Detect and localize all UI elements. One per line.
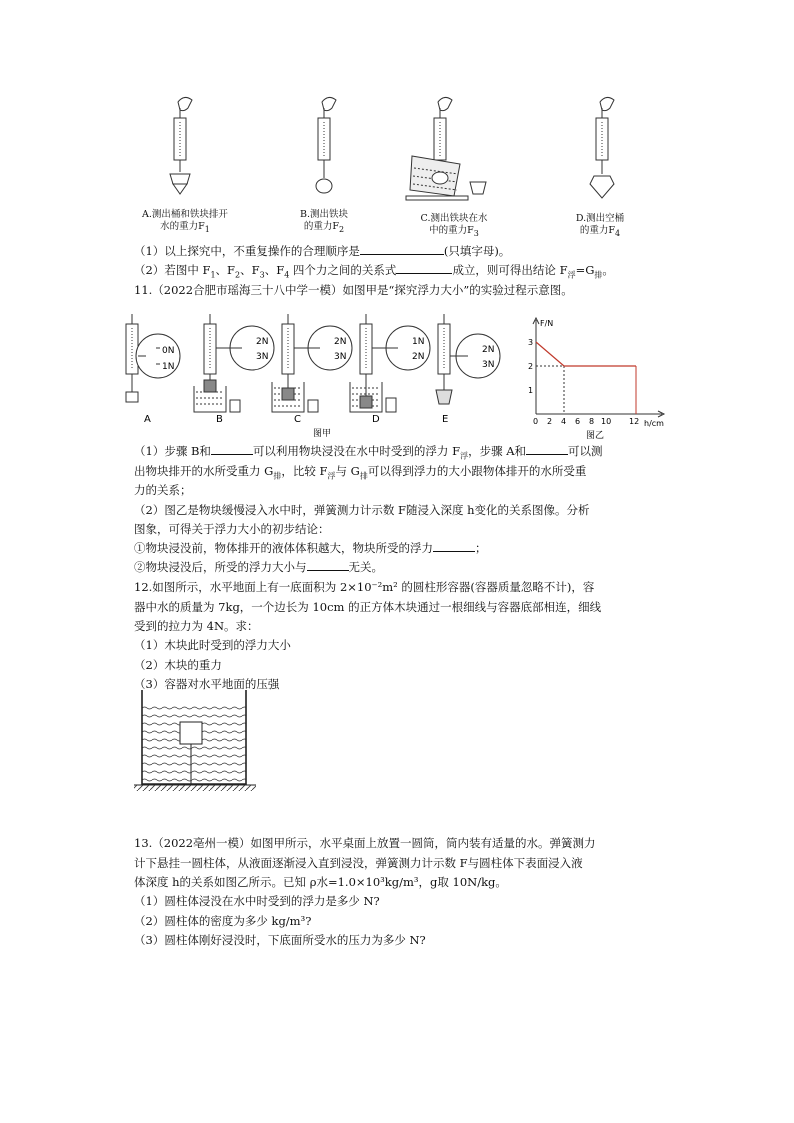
q10-sub1-blank[interactable] — [360, 243, 444, 255]
scale-c — [406, 97, 486, 200]
caption-b-l1: B.测出铁块 — [299, 209, 348, 220]
q12-line5: （2）木块的重力 — [134, 658, 222, 672]
xtick-6: 6 — [575, 417, 581, 426]
q13-line3: 体深度 h的关系如图乙所示。已知 ρ水=1.0×10³kg/m³，g取 10N/kg。 — [134, 875, 507, 889]
fig-jia-caption: 图甲 — [313, 429, 332, 439]
xtick-8: 8 — [589, 417, 595, 426]
scale-a — [170, 97, 192, 194]
caption-d-l2: 的重力F — [579, 225, 615, 236]
label-a: A — [144, 414, 151, 425]
caption-c-l1: C.测出铁块在水 — [420, 213, 488, 224]
q11-blank-3[interactable] — [433, 540, 475, 552]
label-b: B — [216, 414, 223, 425]
scale-b-tick-0: 2N — [256, 337, 269, 347]
q11-l1c: ，步骤 A和 — [468, 444, 527, 458]
q11-l1b: 可以利用物块浸没在水中时受到的浮力 F — [252, 444, 461, 458]
caption-c-l2: 中的重力F — [429, 225, 474, 236]
setup-c — [272, 314, 352, 412]
q11-sub-disp-2: 排 — [359, 471, 368, 481]
scale-a-tick-1: 1N — [162, 362, 175, 372]
label-d: D — [372, 414, 380, 425]
q12-line6: （3）容器对水平地面的压强 — [134, 677, 280, 691]
q11-graph-yi — [516, 314, 676, 442]
scale-c-tick-1: 3N — [334, 352, 347, 362]
q10-sub2-i1: 1 — [210, 270, 216, 280]
q10-sub2-sub-disp: 排 — [594, 270, 603, 280]
scale-c-tick-0: 2N — [334, 337, 347, 347]
q10-sub2-i4: 4 — [284, 270, 290, 280]
q10-sub2-mid4: 四个力之间的关系式 — [289, 263, 397, 277]
q11-intro: 11.（2022合肥市瑶海三十八中学一模）如图甲是“探究浮力大小”的实验过程示意图。 — [134, 283, 573, 297]
caption-b — [284, 209, 364, 236]
q10-sub1-prefix: （1）以上探究中，不重复操作的合理顺序是 — [134, 244, 360, 258]
q11-l7b: 无关。 — [348, 560, 383, 574]
q10-sub2-end: 。 — [602, 263, 614, 277]
q13-line2: 计下悬挂一圆柱体，从液面逐渐浸入直到浸没，弹簧测力计示数 F与圆柱体下表面浸入液 — [134, 856, 583, 870]
ytick-2: 2 — [528, 362, 534, 371]
q12-line4: （1）木块此时受到的浮力大小 — [134, 638, 291, 652]
q12-line2: 器中水的质量为 7kg，一个边长为 10cm 的正方体木块通过一根细线与容器底部相连，细线 — [134, 600, 602, 614]
q10-sub1-suffix: (只填字母)。 — [443, 244, 511, 258]
setup-e — [436, 314, 500, 404]
q13-line5: （2）圆柱体的密度为多少 kg/m³? — [134, 914, 312, 928]
scale-d-tick-1: 2N — [412, 352, 425, 362]
xtick-0: 0 — [533, 417, 539, 426]
xtick-2: 2 — [547, 417, 553, 426]
q11-l2a: 出物块排开的水所受重力 G — [134, 464, 274, 478]
caption-d-l1: D.测出空桶 — [575, 213, 625, 224]
setup-a — [126, 314, 180, 402]
q10-sub2-mid3: 、F — [264, 263, 285, 277]
q12-line1: 12.如图所示，水平地面上有一底面积为 2×10⁻²m² 的圆柱形容器(容器质量忽略不计)，容 — [134, 580, 595, 594]
q10-sub2-i3: 3 — [259, 270, 265, 280]
graph-ylabel: F/N — [540, 319, 554, 328]
q11-blank-2[interactable] — [526, 443, 568, 455]
q10-sub2-suffix: 成立，则可得出结论 F — [452, 263, 568, 277]
q11-line4: （2）图乙是物块缓慢浸入水中时，弹簧测力计示数 F随浸入深度 h变化的关系图像。分析 — [134, 503, 590, 517]
q10-figures-drawing — [130, 96, 650, 206]
scale-d-tick-0: 1N — [412, 337, 425, 347]
label-e: E — [442, 414, 449, 425]
q11-sub-float-1: 浮 — [460, 451, 469, 461]
q11-sub-float-2: 浮 — [327, 471, 336, 481]
caption-a-l1: A.测出桶和铁块排开 — [142, 209, 228, 220]
q10-sub2-blank[interactable] — [396, 262, 452, 274]
ytick-1: 1 — [528, 386, 534, 395]
q11-blank-1[interactable] — [211, 443, 253, 455]
q11-l2d: 可以得到浮力的大小跟物体排开的水所受重 — [367, 464, 587, 478]
setup-d — [350, 314, 430, 412]
q10-sub1 — [134, 243, 510, 259]
graph-line — [536, 342, 636, 366]
scale-a-tick-0: 0N — [162, 346, 175, 356]
q11-l6a: ①物块浸没前，物体排开的液体体积越大，物块所受的浮力 — [134, 541, 433, 555]
q11-line1 — [134, 443, 603, 464]
q11-line7 — [134, 559, 383, 575]
scale-e-tick-1: 3N — [482, 360, 495, 370]
q10-sub2-i2: 2 — [235, 270, 241, 280]
caption-a-l2: 水的重力F — [160, 221, 205, 232]
ytick-3: 3 — [528, 338, 534, 347]
q11-line2 — [134, 463, 586, 484]
q11-l2b: ，比较 F — [281, 464, 328, 478]
caption-c-sub: 3 — [473, 228, 479, 238]
caption-c — [408, 213, 500, 240]
caption-b-sub: 2 — [339, 224, 345, 234]
q10-sub2-mid1: 、F — [215, 263, 236, 277]
caption-a — [130, 209, 240, 236]
scale-b-tick-1: 3N — [256, 352, 269, 362]
q13-line4: （1）圆柱体浸没在水中时受到的浮力是多少 N? — [134, 894, 380, 908]
label-c: C — [294, 414, 301, 425]
graph-xlabel: h/cm — [644, 419, 664, 428]
xtick-12: 12 — [629, 417, 640, 426]
scale-b — [316, 97, 336, 193]
scale-d — [590, 97, 614, 198]
q11-l1d: 可以测 — [568, 444, 603, 458]
q11-figure-jia — [116, 312, 516, 440]
q10-sub2-prefix: （2）若图中 F — [134, 263, 211, 277]
q11-sub-disp-1: 排 — [273, 471, 282, 481]
fig-yi-caption: 图乙 — [586, 431, 605, 441]
q10-sub2-eq: =G — [575, 263, 595, 277]
q11-l1a: （1）步骤 B和 — [134, 444, 211, 458]
q11-line6 — [134, 540, 487, 556]
q11-line3: 力的关系； — [134, 483, 192, 497]
xtick-10: 10 — [601, 417, 612, 426]
q10-sub2 — [134, 262, 614, 283]
caption-d-sub: 4 — [615, 228, 621, 238]
q13-line1: 13.（2022亳州一模）如图甲所示，水平桌面上放置一圆筒，筒内装有适量的水。弹簧测力 — [134, 836, 596, 850]
q11-l6b: ； — [475, 541, 487, 555]
q11-l7a: ②物块浸没后，所受的浮力大小与 — [134, 560, 307, 574]
q11-line5: 图象，可得关于浮力大小的初步结论： — [134, 522, 330, 536]
q12-line3: 受到的拉力为 4N。求： — [134, 619, 259, 633]
q13-line6: （3）圆柱体刚好浸没时，下底面所受水的压力为多少 N? — [134, 933, 426, 947]
q11-blank-4[interactable] — [307, 559, 349, 571]
q11-l2c: 与 G — [335, 464, 360, 478]
xtick-4: 4 — [561, 417, 567, 426]
caption-a-sub: 1 — [204, 224, 210, 234]
q10-sub2-sub-float: 浮 — [567, 270, 576, 280]
caption-b-l2: 的重力F — [303, 221, 339, 232]
setup-b — [194, 314, 274, 412]
q10-sub2-mid2: 、F — [240, 263, 260, 277]
q12-container-drawing — [132, 688, 260, 792]
caption-d — [560, 213, 640, 240]
scale-e-tick-0: 2N — [482, 345, 495, 355]
